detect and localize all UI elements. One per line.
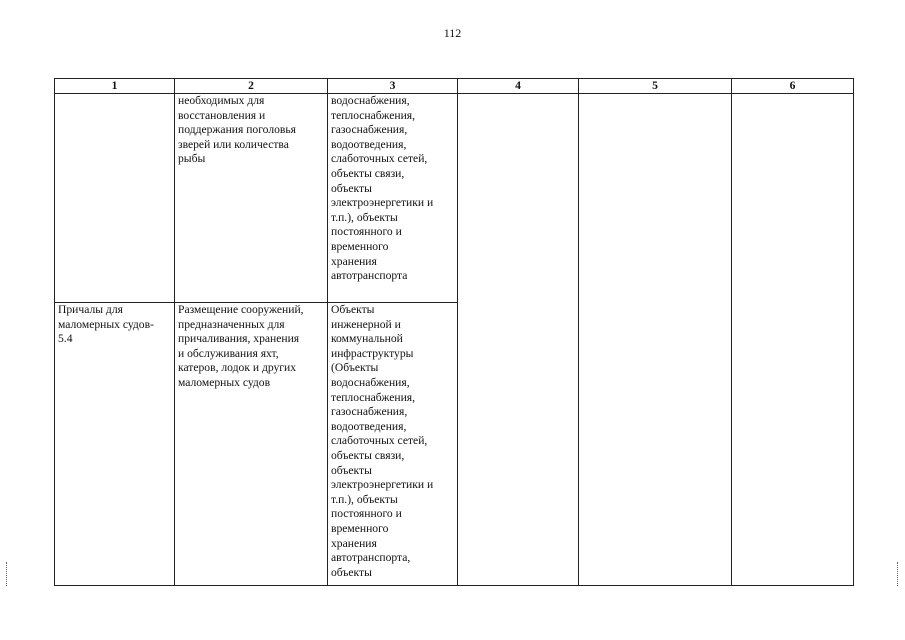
table-row — [55, 94, 854, 303]
cell-row2-col2: Размещение сооружений, предназначенных для причаливания, хранения и обслуживания яхт, катеров, лодок и других маломерных судов — [175, 303, 328, 586]
cell-row1-col1 — [55, 94, 175, 303]
cell-row2-col3: Объекты инженерной и коммунальной инфраструктуры (Объекты водоснабжения, теплоснабжения, газоснабжения, водоотведения, слаботочных сетей, объекты связи, объекты электроэнергетики и т.п.), объекты постоянного и временного хранения автотранспорта, объекты — [328, 303, 458, 586]
column-header-5: 5 — [579, 79, 732, 94]
cell-col5 — [579, 94, 732, 586]
column-header-2: 2 — [175, 79, 328, 94]
column-header-4: 4 — [458, 79, 579, 94]
column-header-1: 1 — [55, 79, 175, 94]
left-margin-mark — [6, 562, 9, 586]
page-number: 112 — [443, 26, 462, 40]
cell-col6 — [732, 94, 854, 586]
cell-row2-col1: Причалы для маломерных судов- 5.4 — [55, 303, 175, 586]
cell-row1-col3: водоснабжения, теплоснабжения, газоснабжения, водоотведения, слаботочных сетей, объекты связи, объекты электроэнергетики и т.п.), объекты постоянного и временного хранения автотранспорта — [328, 94, 458, 303]
cell-row1-col2: необходимых для восстановления и поддержания поголовья зверей или количества рыбы — [175, 94, 328, 303]
column-header-3: 3 — [328, 79, 458, 94]
right-margin-mark — [897, 562, 900, 586]
column-header-6: 6 — [732, 79, 854, 94]
land-use-table — [54, 78, 854, 586]
header-row — [55, 79, 854, 94]
cell-col4 — [458, 94, 579, 586]
